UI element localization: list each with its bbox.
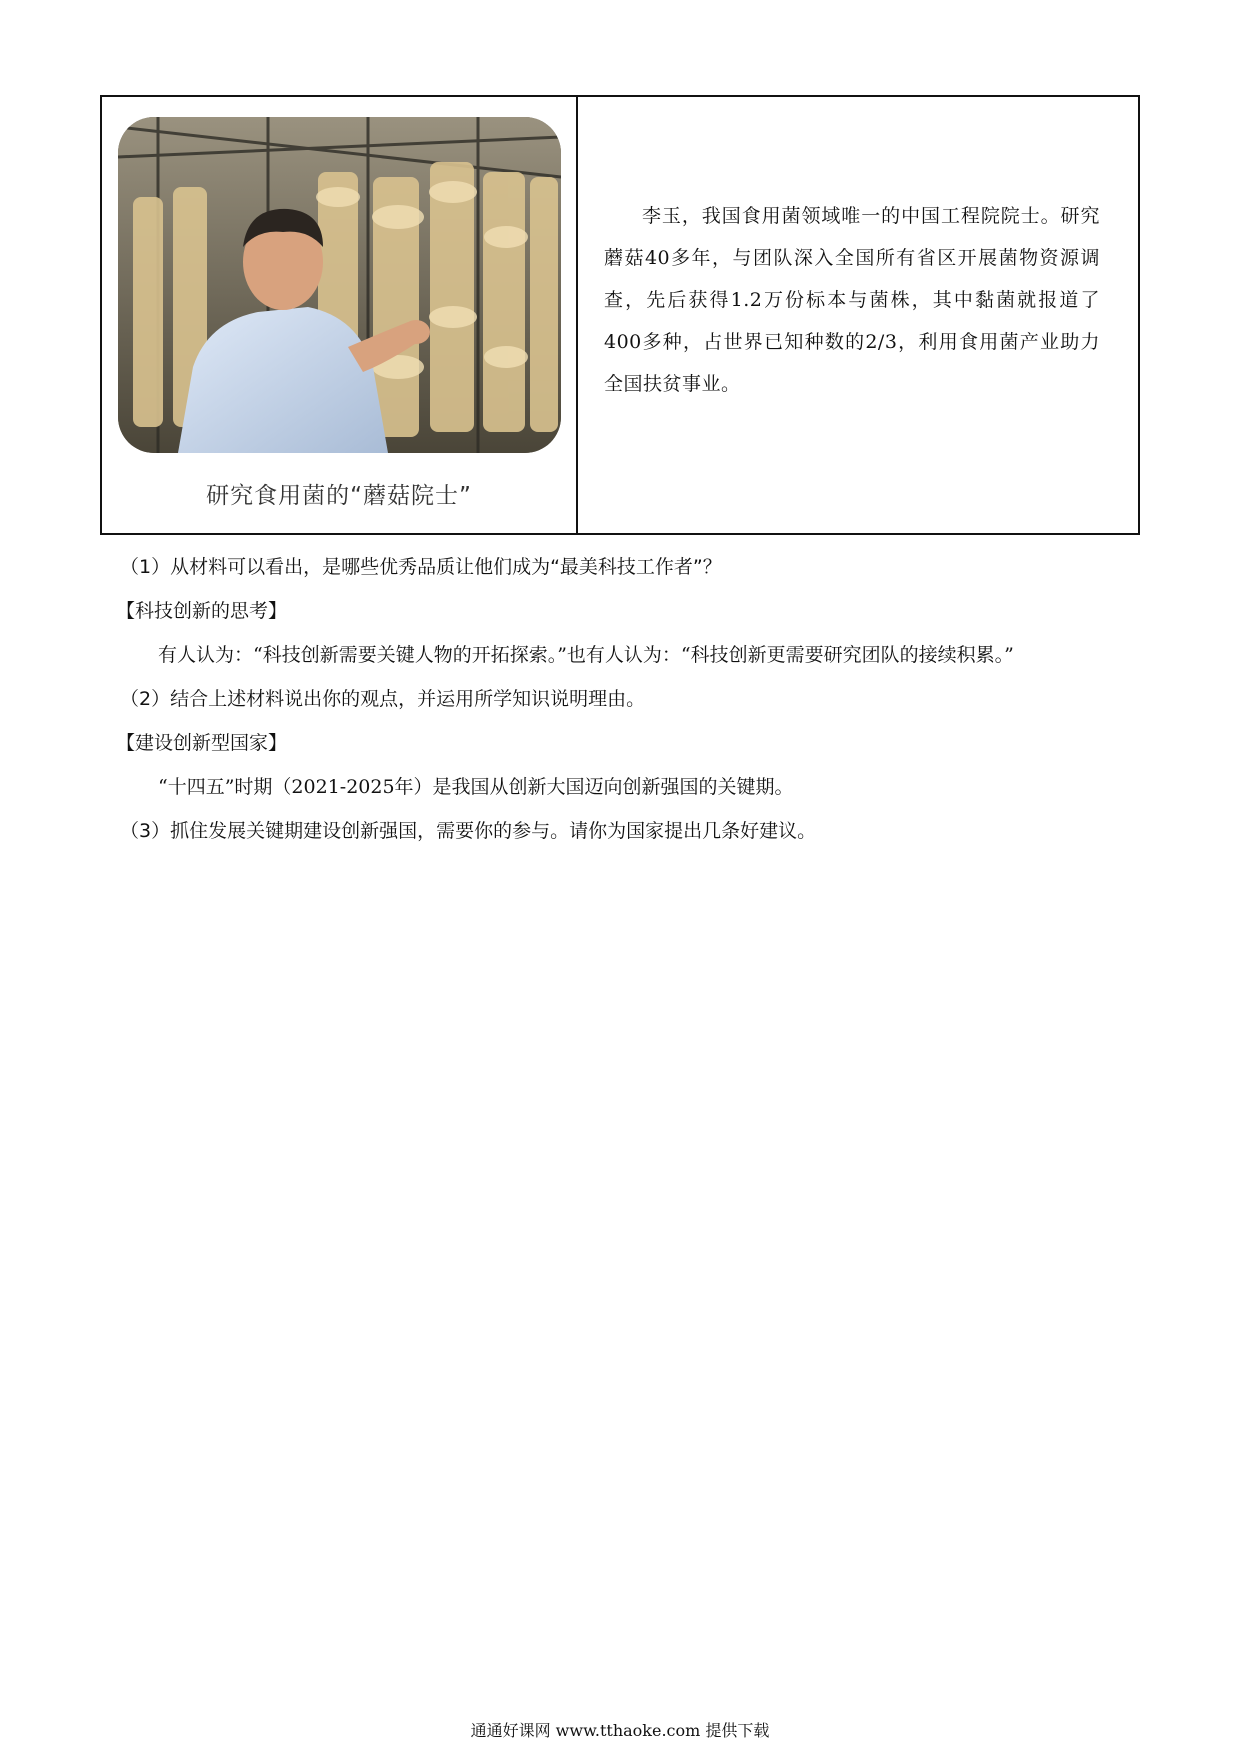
photo-caption: 研究食用菌的“蘑菇院士” — [206, 483, 472, 509]
section-title-innovation-thinking: 【科技创新的思考】 — [116, 600, 288, 622]
question-3: （3）抓住发展关键期建设创新强国，需要你的参与。请你为国家提出几条好建议。 — [120, 820, 817, 842]
scientist-photo — [118, 117, 561, 453]
question-1: （1）从材料可以看出，是哪些优秀品质让他们成为“最美科技工作者”？ — [120, 556, 722, 578]
section-title-innovative-country: 【建设创新型国家】 — [116, 732, 288, 754]
questions-section — [116, 545, 1140, 853]
page-footer: 通通好课网 www.tthaoke.com 提供下载 — [470, 1721, 770, 1740]
photo-cell — [102, 97, 578, 533]
question-2: （2）结合上述材料说出你的观点，并运用所学知识说明理由。 — [120, 688, 646, 710]
section-text-innovation-thinking: 有人认为：“科技创新需要关键人物的开拓探索。”也有人认为：“科技创新更需要研究团队的接续积累。” — [158, 644, 1014, 666]
bio-cell — [578, 97, 1138, 533]
material-table — [100, 95, 1140, 535]
section-text-innovative-country: “十四五”时期（2021-2025年）是我国从创新大国迈向创新强国的关键期。 — [158, 776, 794, 798]
bio-text: 李玉，我国食用菌领域唯一的中国工程院院士。研究蘑菇40多年，与团队深入全国所有省区开展菌物资源调查，先后获得1.2万份标本与菌株，其中黏菌就报道了400多种，占世界已知种数的2/3，利用食用菌产业助力全国扶贫事业。 — [604, 205, 1100, 395]
